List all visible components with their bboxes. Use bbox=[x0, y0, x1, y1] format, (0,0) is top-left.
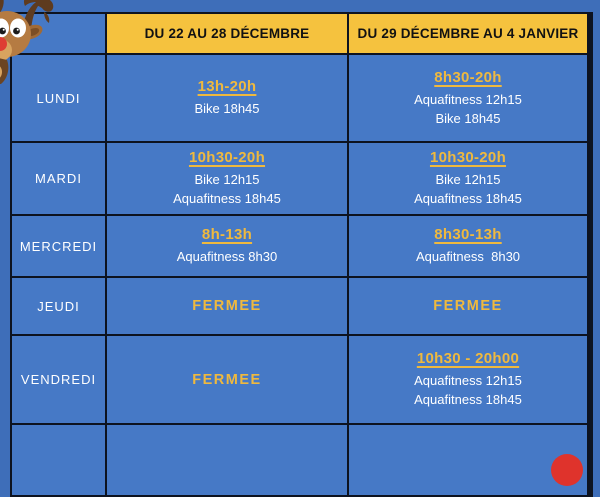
closed-label: FERMEE bbox=[433, 298, 503, 314]
activity-line: Bike 18h45 bbox=[194, 101, 260, 116]
reindeer-eye-left bbox=[0, 19, 9, 38]
activity-line: Aquafitness 18h45 bbox=[173, 191, 281, 206]
activity-line: Aquafitness 8h30 bbox=[176, 249, 278, 264]
closed-label: FERMEE bbox=[192, 371, 262, 388]
activity-line: Bike 18h45 bbox=[435, 110, 501, 126]
schedule-cell-lundi-week1 bbox=[107, 55, 347, 141]
activity-line: Aquafitness 12h15 bbox=[414, 91, 522, 107]
opening-hours: 8h30-13h bbox=[434, 226, 502, 243]
red-bauble-decoration bbox=[551, 454, 583, 486]
reindeer-chest-patch bbox=[0, 64, 2, 80]
reindeer-body bbox=[0, 56, 8, 84]
activity-line: Aquafitness 18h45 bbox=[414, 392, 522, 407]
reindeer-pupil-left bbox=[0, 28, 6, 35]
schedule-cell-vendredi-week2 bbox=[349, 336, 587, 423]
activity-line: Bike 12h15 bbox=[435, 172, 501, 187]
schedule-cell-mercredi-week1 bbox=[107, 216, 347, 276]
schedule-cell-jeudi-week1 bbox=[107, 278, 347, 334]
schedule-cell-vendredi-week1 bbox=[107, 336, 347, 423]
opening-hours: 13h-20h bbox=[197, 78, 257, 95]
schedule-cell-mardi-week2 bbox=[349, 143, 587, 214]
opening-hours: 8h-13h bbox=[201, 226, 253, 243]
activity-line: Aquafitness 18h45 bbox=[414, 191, 522, 206]
reindeer-red-nose bbox=[0, 37, 7, 51]
opening-hours: 10h30 - 20h00 bbox=[416, 350, 520, 367]
day-label-mardi: MARDI bbox=[12, 143, 105, 214]
schedule-cell-lundi-week2 bbox=[349, 55, 587, 141]
opening-hours: 10h30-20h bbox=[188, 149, 266, 166]
header-week2: DU 29 DÉCEMBRE AU 4 JANVIER bbox=[349, 14, 587, 53]
reindeer-left-antler bbox=[0, 0, 4, 14]
opening-hours: 8h30-20h bbox=[434, 68, 502, 86]
schedule-cell-bottom-week1 bbox=[107, 425, 347, 495]
header-week1: DU 22 AU 28 DÉCEMBRE bbox=[107, 14, 347, 53]
day-label-lundi: LUNDI bbox=[12, 55, 105, 141]
schedule-cell-jeudi-week2 bbox=[349, 278, 587, 334]
opening-hours: 10h30-20h bbox=[429, 149, 507, 166]
closed-label: FERMEE bbox=[192, 298, 262, 314]
activity-line: Bike 12h15 bbox=[194, 172, 260, 187]
day-label-mercredi: MERCREDI bbox=[12, 216, 105, 276]
schedule-cell-bottom-week2 bbox=[349, 425, 587, 495]
schedule-cell-mardi-week1 bbox=[107, 143, 347, 214]
day-label-vendredi: VENDREDI bbox=[12, 336, 105, 423]
day-label-empty bbox=[12, 425, 105, 495]
eye-highlight bbox=[3, 29, 5, 31]
activity-line: Aquafitness 8h30 bbox=[415, 249, 521, 264]
day-label-jeudi: JEUDI bbox=[12, 278, 105, 334]
activity-line: Aquafitness 12h15 bbox=[414, 373, 522, 388]
holiday-schedule-table bbox=[10, 12, 593, 497]
header-corner-cell bbox=[12, 14, 105, 53]
schedule-cell-mercredi-week2 bbox=[349, 216, 587, 276]
